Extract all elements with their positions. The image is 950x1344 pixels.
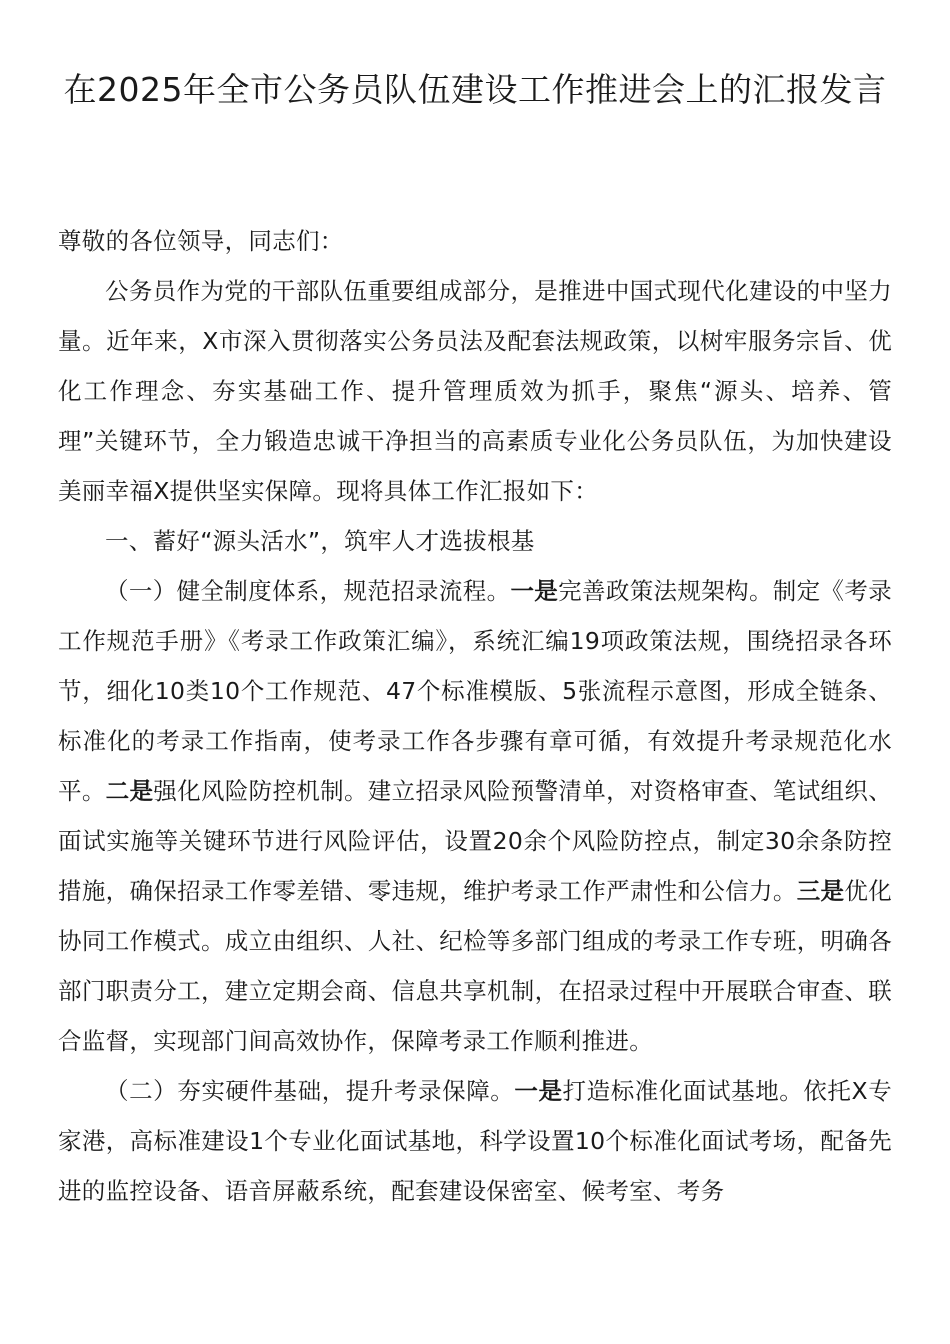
subsection-paragraph-1	[58, 566, 892, 1066]
subsection-paragraph-2	[58, 1066, 892, 1216]
lead-marker: 二是	[105, 777, 154, 805]
lead-marker: 一是	[514, 1077, 563, 1105]
salutation: 尊敬的各位领导，同志们：	[58, 227, 344, 255]
intro-paragraph: 公务员作为党的干部队伍重要组成部分，是推进中国式现代化建设的中坚力量。近年来，X市深入贯彻落实公务员法及配套法规政策，以树牢服务宗旨、优化工作理念、夯实基础工作、提升管理质效为抓手，聚焦“源头、培养、管理”关键环节，全力锻造忠诚干净担当的高素质专业化公务员队伍，为加快建设美丽幸福X提供坚实保障。现将具体工作汇报如下：	[58, 277, 892, 505]
paragraph-text: 优化协同工作模式。成立由组织、人社、纪检等多部门组成的考录工作专班，明确各部门职责分工，建立定期会商、信息共享机制，在招录过程中开展联合审查、联合监督，实现部门间高效协作，保障考录工作顺利推进。	[58, 877, 892, 1055]
paragraph-text: 完善政策法规架构。制定《考录工作规范手册》《考录工作政策汇编》，系统汇编19项政策法规，围绕招录各环节，细化10类10个工作规范、47个标准模版、5张流程示意图，形成全链条、标准化的考录工作指南，使考录工作各步骤有章可循，有效提升考录规范化水平。	[58, 577, 892, 805]
paragraph-text: 强化风险防控机制。建立招录风险预警清单，对资格审查、笔试组织、面试实施等关键环节进行风险评估，设置20余个风险防控点，制定30余条防控措施，确保招录工作零差错、零违规，维护考录工作严肃性和公信力。	[58, 777, 892, 905]
subsection-heading-1: （一）健全制度体系，规范招录流程。	[105, 577, 511, 605]
document-body	[58, 216, 892, 1216]
subsection-heading-2: （二）夯实硬件基础，提升考录保障。	[105, 1077, 515, 1105]
document-title: 在2025年全市公务员队伍建设工作推进会上的汇报发言	[63, 70, 887, 109]
lead-marker: 一是	[510, 577, 559, 605]
lead-marker: 三是	[796, 877, 845, 905]
section-heading-1: 一、蓄好“源头活水”，筑牢人才选拔根基	[105, 527, 535, 555]
paragraph-text: 打造标准化面试基地。依托X专家港，高标准建设1个专业化面试基地，科学设置10个标准化面试考场，配备先进的监控设备、语音屏蔽系统，配套建设保密室、候考室、考务	[58, 1077, 892, 1205]
